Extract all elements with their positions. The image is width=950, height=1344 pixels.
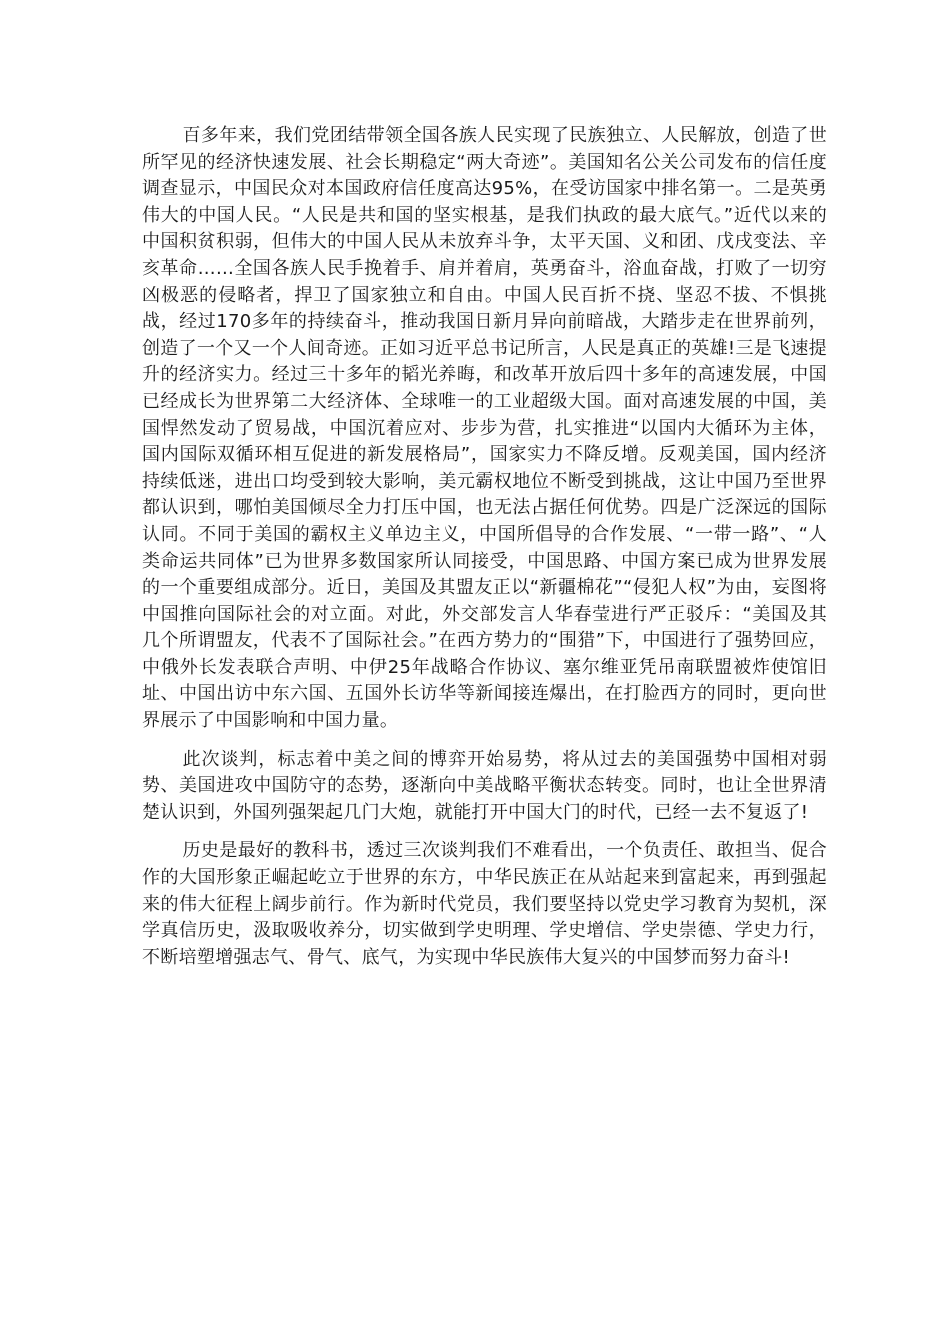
paragraph-2: 此次谈判，标志着中美之间的博弈开始易势，将从过去的美国强势中国相对弱势、美国进攻中国防守的态势，逐渐向中美战略平衡状态转变。同时，也让全世界清楚认识到，外国列强架起几门大炮，就能打开中国大门的时代，已经一去不复返了! [142, 748, 827, 823]
document-body [142, 123, 827, 983]
paragraph-1: 百多年来，我们党团结带领全国各族人民实现了民族独立、人民解放，创造了世所罕见的经济快速发展、社会长期稳定“两大奇迹”。美国知名公关公司发布的信任度调查显示，中国民众对本国政府信任度高达95%，在受访国家中排名第一。二是英勇伟大的中国人民。“人民是共和国的坚实根基，是我们执政的最大底气。”近代以来的中国积贫积弱，但伟大的中国人民从未放弃斗争，太平天国、义和团、戊戌变法、辛亥革命……全国各族人民手挽着手、肩并着肩，英勇奋斗，浴血奋战，打败了一切穷凶极恶的侵略者，捍卫了国家独立和自由。中国人民百折不挠、坚忍不拔、不惧挑战，经过170多年的持续奋斗，推动我国日新月异向前暗战，大踏步走在世界前列，创造了一个又一个人间奇迹。正如习近平总书记所言，人民是真正的英雄!三是飞速提升的经济实力。经过三十多年的韬光养晦，和改革开放后四十多年的高速发展，中国已经成长为世界第二大经济体、全球唯一的工业超级大国。面对高速发展的中国，美国悍然发动了贸易战，中国沉着应对、步步为营，扎实推进“以国内大循环为主体，国内国际双循环相互促进的新发展格局”，国家实力不降反增。反观美国，国内经济持续低迷，进出口均受到较大影响，美元霸权地位不断受到挑战，这让中国乃至世界都认识到，哪怕美国倾尽全力打压中国，也无法占据任何优势。四是广泛深远的国际认同。不同于美国的霸权主义单边主义，中国所倡导的合作发展、“一带一路”、“人类命运共同体”已为世界多数国家所认同接受，中国思路、中国方案已成为世界发展的一个重要组成部分。近日，美国及其盟友正以“新疆棉花”“侵犯人权”为由，妄图将中国推向国际社会的对立面。对此，外交部发言人华春莹进行严正驳斥：“美国及其几个所谓盟友，代表不了国际社会。”在西方势力的“围猎”下，中国进行了强势回应，中俄外长发表联合声明、中伊25年战略合作协议、塞尔维亚凭吊南联盟被炸使馆旧址、中国出访中东六国、五国外长访华等新闻接连爆出，在打脸西方的同时，更向世界展示了中国影响和中国力量。 [142, 125, 827, 732]
paragraph-3: 历史是最好的教科书，透过三次谈判我们不难看出，一个负责任、敢担当、促合作的大国形象正崛起屹立于世界的东方，中华民族正在从站起来到富起来，再到强起来的伟大征程上阔步前行。作为新时代党员，我们要坚持以党史学习教育为契机，深学真信历史，汲取吸收养分，切实做到学史明理、学史增信、学史崇德、学史力行，不断培塑增强志气、骨气、底气，为实现中华民族伟大复兴的中国梦而努力奋斗! [142, 840, 827, 968]
